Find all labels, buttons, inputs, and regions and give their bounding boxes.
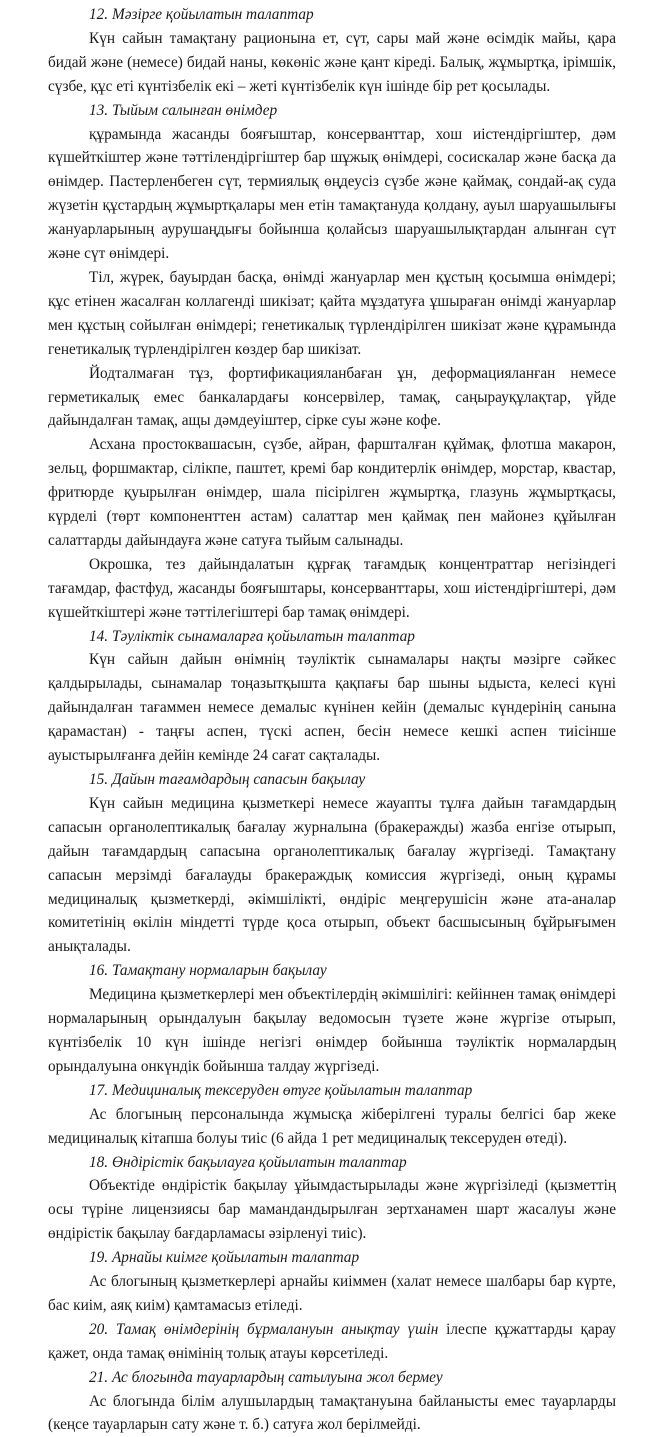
- section-13-paragraph-3: Йодталмаған тұз, фортификацияланбаған ұн, деформацияланған немесе герметикалық емес банкалардағы консервілер, тамақ, саңырауқұлақтар, үйде дайындалған тамақ, ащы дәмдеуіштер, сірке суы және кофе.: [48, 364, 616, 430]
- section-16-paragraph: Медицина қызметкерлері мен объектілердің әкімшілігі: кейіннен тамақ өнімдері нормаларының орындалуын бақылау ведомосын түзете және жүргізе отырып, күнтізбелік 10 күн ішінде негізгі өнімдер бойынша тәуліктік нормалардың орындалуына онкүндік бойынша талдау жүргізеді.: [48, 986, 616, 1075]
- document-page: [48, 3, 616, 1437]
- section-18-heading: 18. Өндірістік бақылауға қойылатын талаптар: [89, 1153, 407, 1171]
- section-15-paragraph: Күн сайын медицина қызметкері немесе жауапты тұлға дайын тағамдардың сапасын органолептикалық бағалау журналына (бракеражды) жазба енгізе отырып, дайын тағамдардың сапасына органолептикалық бағалау жүргізеді. Тамақтану сапасын мерзімді бағалауды бракераждық комиссия жүргізеді, оның құрамы медициналық қызметкерді, әкімшілікті, өндіріс меңгерушісін және ата-аналар комитетінің өкілін міндетті түрде қоса отырып, объект басшысының бұйрығымен анықталады.: [48, 794, 616, 956]
- section-19-paragraph: Ас блогының қызметкерлері арнайы киіммен (халат немесе шалбары бар күрте, бас киім, аяқ киім) қамтамасыз етіледі.: [48, 1273, 616, 1314]
- section-12-heading: 12. Мәзірге қойылатын талаптар: [89, 6, 314, 23]
- section-17-paragraph: Ас блогының персоналында жұмысқа жіберілгені туралы белгісі бар жеке медициналық кітапша болуы тиіс (6 айда 1 рет медициналық тексеруден өтеді).: [48, 1105, 616, 1147]
- section-12-paragraph: Күн сайын тамақтану рационына ет, сүт, сары май және өсімдік майы, қара бидай және (немесе) бидай наны, көкөніс және қант кіреді. Балық, жұмыртқа, ірімшік, сүзбе, құс еті күнтізбелік екі – жеті күнтізбелік күн ішінде бір рет қосылады.: [48, 29, 616, 95]
- section-17-heading: 17. Медициналық тексеруден өтуге қойылатын талаптар: [89, 1081, 473, 1099]
- section-21-paragraph: Ас блогында білім алушылардың тамақтануына байланысты емес тауарларды (кеңсе тауарларын сату және т. б.) сатуға жол берілмейді.: [48, 1392, 616, 1434]
- section-16-heading: 16. Тамақтану нормаларын бақылау: [89, 962, 327, 980]
- section-20-paragraph: [48, 1318, 616, 1366]
- section-15-heading: 15. Дайын тағамдардың сапасын бақылау: [89, 771, 366, 788]
- section-19-heading: 19. Арнайы киімге қойылатын талаптар: [89, 1249, 360, 1267]
- section-18-paragraph: Объектіде өндірістік бақылау ұйымдастырылады және жүргізіледі (қызметтің осы түріне лицензиясы бар мамандандырылған зертханамен шарт жасалуы және өндірістік бақылау бағдарламасы әзірленуі тиіс).: [48, 1177, 616, 1243]
- section-20-heading: 20. Тамақ өнімдерінің бұрмалануын анықтау үшін: [89, 1320, 439, 1338]
- section-13-paragraph-4: Асхана простоквашасын, сүзбе, айран, фаршталған құймақ, флотша макарон, зельц, форшмактар, сілікпе, паштет, кремі бар кондитерлік өнімдер, морстар, квастар, фритюрде қуырылған өнімдер, шала пісірілген жұмыртқа, глазунь жұмыртқасы, күрделі (төрт компоненттен астам) салаттар мен қаймақ пен майонез құйылған салаттарды дайындауға және сатуға тыйым салынады.: [48, 436, 616, 549]
- section-14-paragraph: Күн сайын дайын өнімнің тәуліктік сынамалары нақты мәзірге сәйкес қалдырылады, сынамалар тоңазытқышта қақпағы бар шыны ыдыста, келесі күні дайындалған тағаммен немесе демалыс күнінен кейін (демалыс күндерінің санына қарамастан) - таңғы аспен, түскі аспен, бесін немесе кешкі аспен тиісінше ауыстырылғанға дейін кемінде 24 сағат сақталады.: [48, 651, 616, 765]
- section-13-paragraph-5: Окрошка, тез дайындалатын құрғақ тағамдық концентраттар негізіндегі тағамдар, фастфуд, жасанды бояғыштары, консерванттары, хош иістендіргіштері, дәм күшейткіштері және тәттілегіштері бар тамақ өнімдері.: [48, 555, 616, 621]
- section-20-text: ілеспе құжаттарды қарау қажет, онда тамақ өнімінің толық атауы көрсетіледі.: [48, 1320, 617, 1362]
- section-14-heading: 14. Тәуліктік сынамаларға қойылатын талаптар: [89, 627, 415, 645]
- section-21-heading: 21. Ас блогында тауарлардың сатылуына жол бермеу: [89, 1368, 443, 1386]
- section-13-paragraph-1: құрамында жасанды бояғыштар, консерванттар, хош иістендіргіштер, дәм күшейткіштер және тәттілендіргіштер бар шұжық өнімдері, сосискалар және басқа да өнімдер. Пастерленбеген сүт, термиялық өңдеусіз сүзбе және қаймақ, сондай-ақ суда жүзетін құстардың жұмыртқалары мен етін тамақтануда қолдану, ауыл шаруашылығы жануарларының аурушаңдығы бойынша қолайсыз шаруашылықтардан алынған сүт және сүт өнімдері.: [48, 125, 616, 263]
- section-13-paragraph-2: Тіл, жүрек, бауырдан басқа, өнімді жануарлар мен құстың қосымша өнімдері; құс етінен жасалған коллагенді шикізат; қайта мұздатуға ұшыраған өнімді жануарлар мен құстың сойылған өнімдері; генетикалық түрлендірілген шикізат және құрамында генетикалық түрлендірілген көздер бар шикізат.: [48, 268, 616, 358]
- section-13-heading: 13. Тыйым салынған өнімдер: [89, 101, 278, 119]
